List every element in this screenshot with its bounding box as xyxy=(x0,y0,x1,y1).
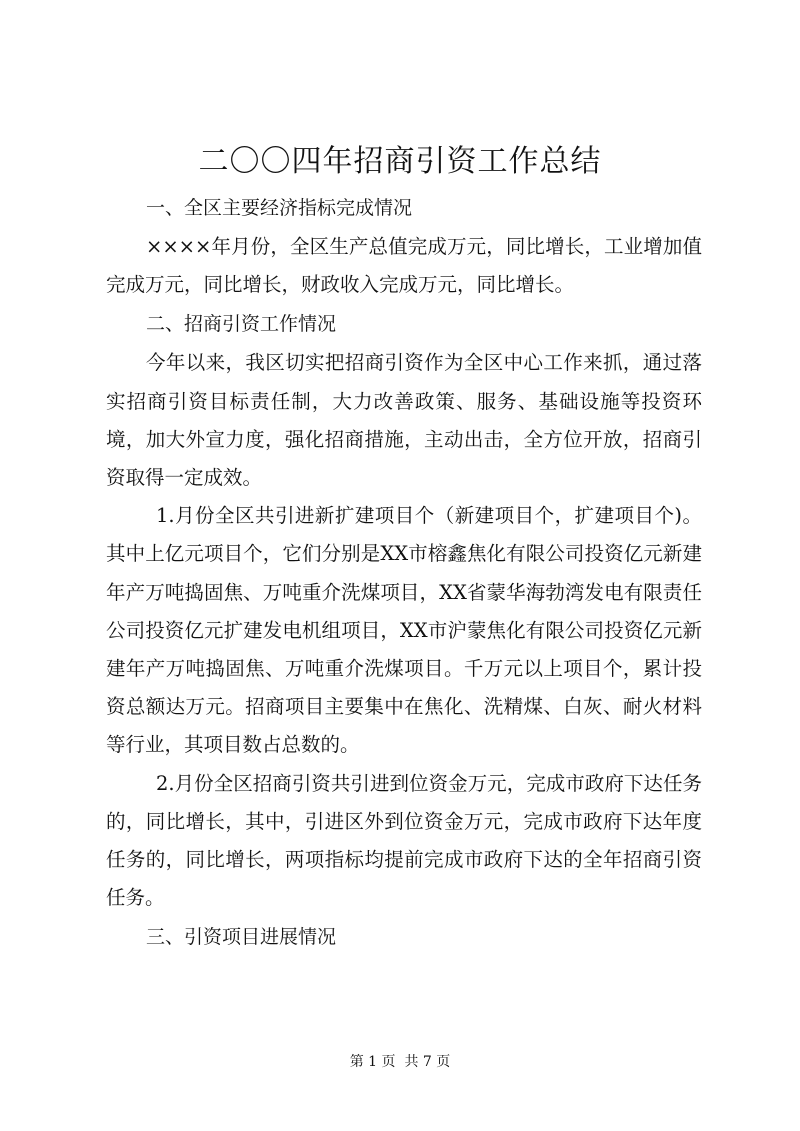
paragraph-investment-overview: 今年以来，我区切实把招商引资作为全区中心工作来抓，通过落实招商引资目标责任制，大力改善政策、服务、基础设施等投资环境，加大外宣力度，强化招商措施，主动出击，全方位开放，招商引资取得一定成效。 xyxy=(106,351,702,490)
section-heading-3: 三、引资项目进展情况 xyxy=(146,926,337,949)
paragraph-projects: 1.月份全区共引进新扩建项目个（新建项目个，扩建项目个)。其中上亿元项目个，它们分别是XX市榕鑫焦化有限公司投资亿元新建年产万吨捣固焦、万吨重介洗煤项目，XX省蒙华海勃湾发电有限责任公司投资亿元扩建发电机组项目，XX市沪蒙焦化有限公司投资亿元新建年产万吨捣固焦、万吨重介洗煤项目。千万元以上项目个，累计投资总额达万元。招商项目主要集中在焦化、洗精煤、白灰、耐火材料等行业，其项目数占总数的。 xyxy=(106,504,702,757)
section-heading-1: 一、全区主要经济指标完成情况 xyxy=(146,197,413,219)
page-footer xyxy=(0,1052,800,1072)
document-title: 二〇〇四年招商引资工作总结 xyxy=(198,144,602,179)
paragraph-economic-indicators: ××××年月份，全区生产总值完成万元，同比增长，工业增加值完成万元，同比增长，财政收入完成万元，同比增长。 xyxy=(106,235,702,297)
document-body xyxy=(106,188,702,957)
section-heading-2: 二、招商引资工作情况 xyxy=(146,313,337,336)
page-number: 第 1 页 共 7 页 xyxy=(349,1054,451,1070)
paragraph-funds: 2.月份全区招商引资共引进到位资金万元，完成市政府下达任务的，同比增长，其中，引进区外到位资金万元，完成市政府下达年度任务的，同比增长，两项指标均提前完成市政府下达的全年招商引资任务。 xyxy=(106,771,702,910)
